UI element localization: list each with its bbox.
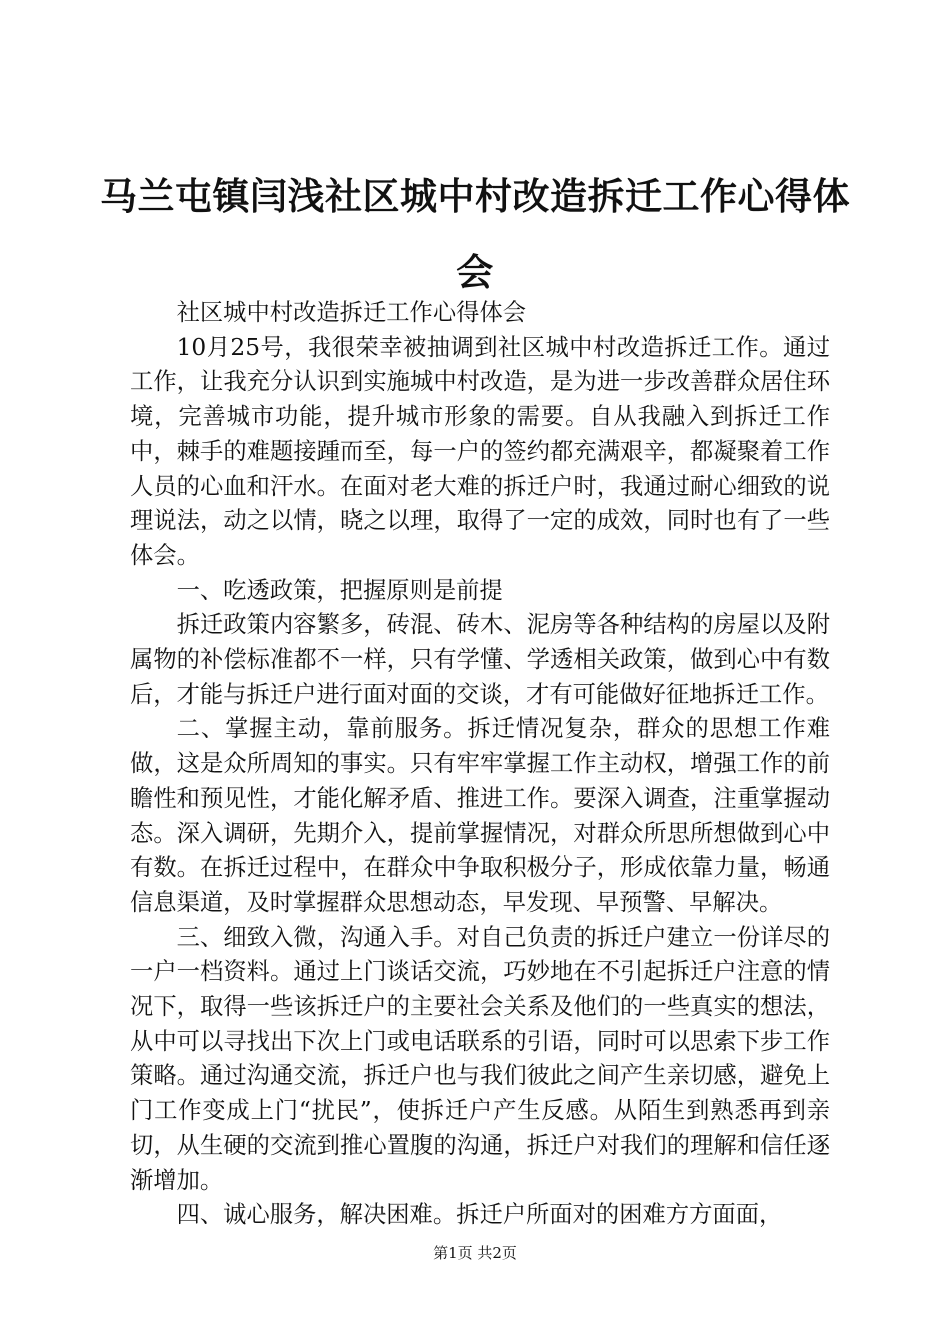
section-heading-1: 一、吃透政策，把握原则是前提 (176, 576, 503, 604)
subtitle-paragraph: 社区城中村改造拆迁工作心得体会 (176, 299, 527, 326)
section-paragraph-2: 二、掌握主动，靠前服务。拆迁情况复杂，群众的思想工作难做，这是众所周知的事实。只有牢牢掌握工作主动权，增强工作的前瞻性和预见性，才能化解矛盾、推进工作。要深入调查，注重掌握动态。深入调研，先期介入，提前掌握情况，对群众所思所想做到心中有数。在拆迁过程中，在群众中争取积极分子，形成依靠力量，畅通信息渠道，及时掌握群众思想动态，早发现、早预警、早解决。 (130, 715, 830, 916)
section-paragraph-4: 四、诚心服务，解决困难。拆迁户所面对的困难方方面面， (176, 1201, 783, 1229)
intro-paragraph: 10月25号，我很荣幸被抽调到社区城中村改造拆迁工作。通过工作，让我充分认识到实施城中村改造，是为进一步改善群众居住环境，完善城市功能，提升城市形象的需要。自从我融入到拆迁工作中，棘手的难题接踵而至，每一户的签约都充满艰辛，都凝聚着工作人员的心血和汗水。在面对老大难的拆迁户时，我通过耐心细致的说理说法，动之以情，晓之以理，取得了一定的成效，同时也有了一些体会。 (130, 333, 830, 569)
section-paragraph-1: 拆迁政策内容繁多，砖混、砖木、泥房等各种结构的房屋以及附属物的补偿标准都不一样，只有学懂、学透相关政策，做到心中有数后，才能与拆迁户进行面对面的交谈，才有可能做好征地拆迁工作。 (130, 611, 830, 708)
section-paragraph-3: 三、细致入微，沟通入手。对自己负责的拆迁户建立一份详尽的一户一档资料。通过上门谈话交流，巧妙地在不引起拆迁户注意的情况下，取得一些该拆迁户的主要社会关系及他们的一些真实的想法，从中可以寻找出下次上门或电话联系的引语，同时可以思索下步工作策略。通过沟通交流，拆迁户也与我们彼此之间产生亲切感，避免上门工作变成上门“扰民”，使拆迁户产生反感。从陌生到熟悉再到亲切，从生硬的交流到推心置腹的沟通，拆迁户对我们的理解和信任逐渐增加。 (130, 923, 830, 1194)
page-number-footer: 第1页 共2页 (433, 1244, 517, 1262)
document-body (130, 296, 830, 1233)
document-title: 马兰屯镇闫浅社区城中村改造拆迁工作心得体会 (100, 174, 850, 294)
